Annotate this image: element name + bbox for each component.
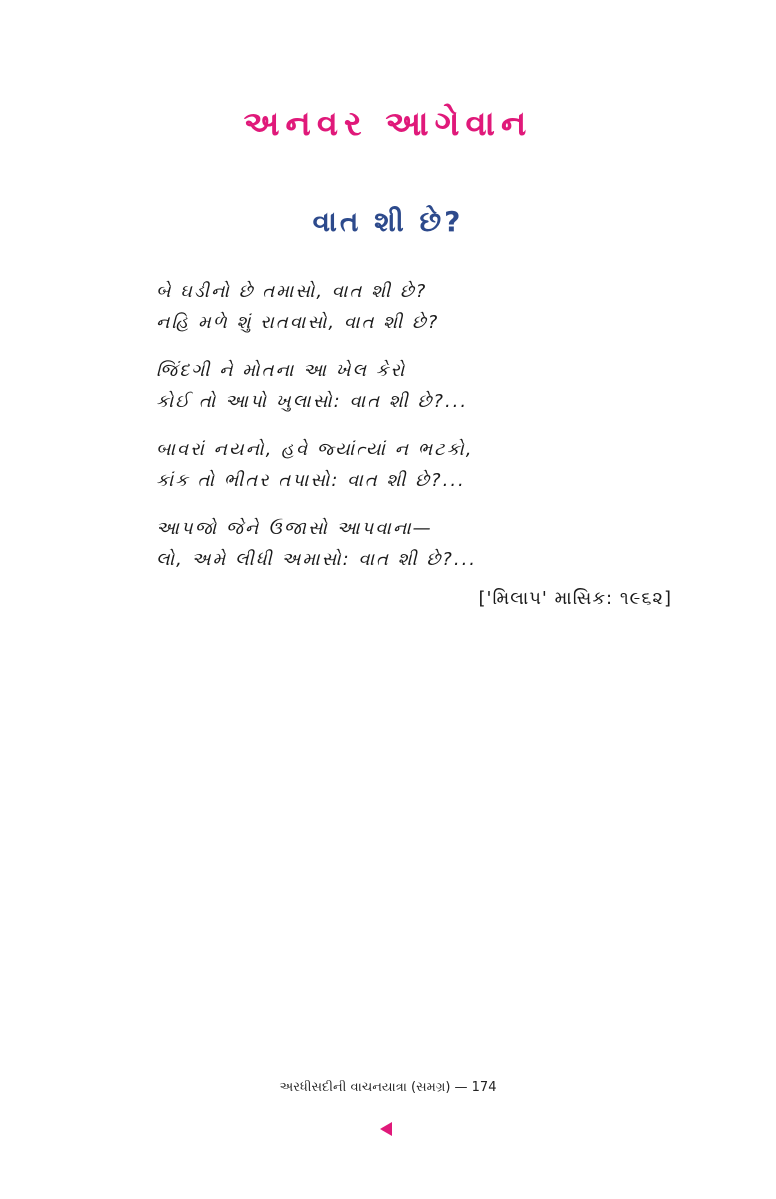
stanza-2 bbox=[156, 355, 676, 417]
poem-line: જિંદગી ને મોતના આ ખેલ કેરો bbox=[156, 360, 407, 381]
stanza-1 bbox=[156, 276, 676, 338]
poem-line: બે ઘડીનો છે તમાસો, વાત શી છે? bbox=[156, 281, 428, 302]
poem-line: લો, અમે લીધી અમાસો: વાત શી છે?... bbox=[156, 549, 478, 570]
stanza-4 bbox=[156, 513, 676, 575]
poem-line: કોઈ તો આપો ખુલાસો: વાત શી છે?... bbox=[156, 391, 469, 412]
poem-line: આપજો જેને ઉજાસો આપવાના— bbox=[156, 518, 433, 539]
poem-title: વાત શી છે? bbox=[312, 205, 464, 238]
poem-source-citation: ['મિલાપ' માસિક: ૧૯૬૨] bbox=[478, 588, 672, 609]
previous-page-arrow-icon[interactable] bbox=[380, 1122, 392, 1136]
poem-line: નહિ મળે શું રાતવાસો, વાત શી છે? bbox=[156, 312, 440, 333]
page-footer: અરધીસદીની વાચનયાત્રા (સમગ્ર) — 174 bbox=[279, 1080, 497, 1095]
stanza-3 bbox=[156, 434, 676, 496]
poem-line: બાવરાં નયનો, હવે જ્યાંત્યાં ન ભટકો, bbox=[156, 439, 474, 460]
poem-line: કાંક તો ભીતર તપાસો: વાત શી છે?... bbox=[156, 470, 466, 491]
author-name: અનવર આગેવાન bbox=[243, 104, 533, 144]
poem-body bbox=[156, 276, 676, 592]
